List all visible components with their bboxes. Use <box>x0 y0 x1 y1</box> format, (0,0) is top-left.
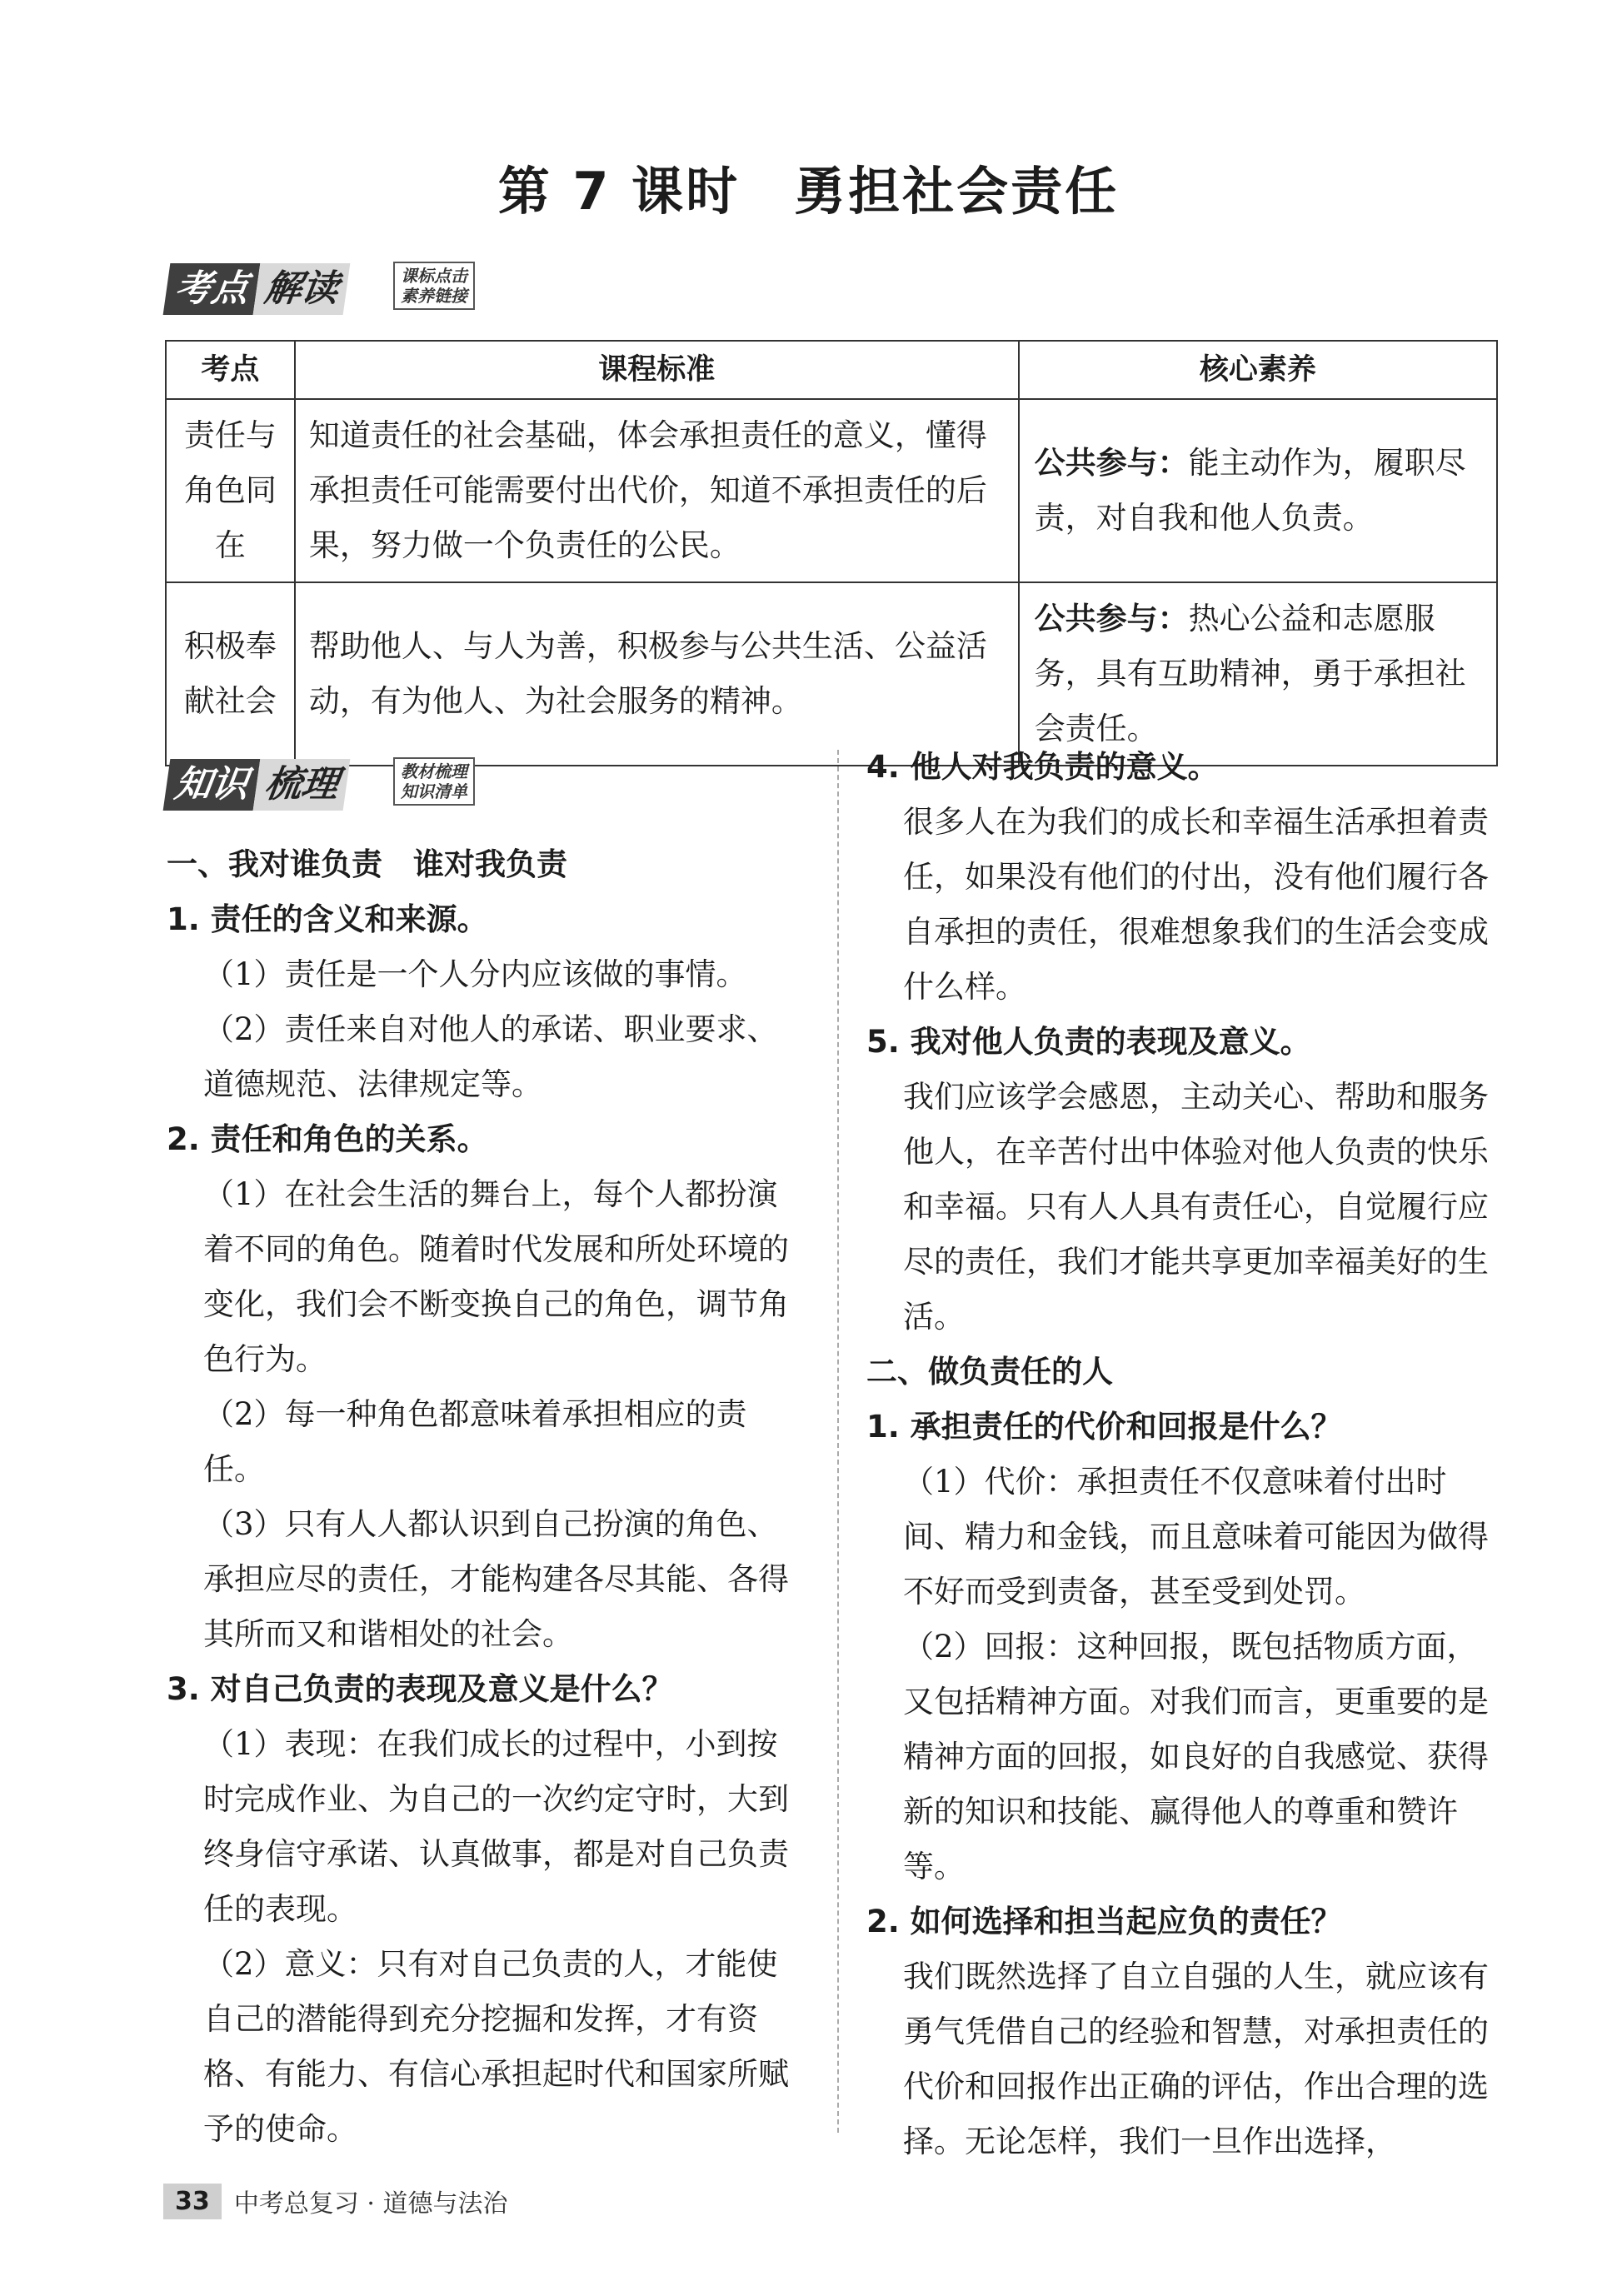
question-heading: 5. 我对他人负责的表现及意义。 <box>866 1024 1311 1060</box>
answer-text: 我们应该学会感恩，主动关心、帮助和服务他人，在辛苦付出中体验对他人负责的快乐和幸福。只有人人具有责任心，自觉履行应尽的责任，我们才能共享更加幸福美好的生活。 <box>903 1079 1489 1335</box>
question-heading: 2. 如何选择和担当起应负的责任？ <box>866 1904 1342 1939</box>
right-column <box>866 740 1500 2169</box>
table-cell-standard: 帮助他人、与人为善，积极参与公共生活、公益活动，有为他人、为社会服务的精神。 <box>295 582 1019 766</box>
page-number: 33 <box>163 2184 222 2219</box>
question-heading: 3. 对自己负责的表现及意义是什么？ <box>167 1671 673 1707</box>
question-heading: 4. 他人对我负责的意义。 <box>866 749 1219 785</box>
table-header: 核心素养 <box>1019 341 1497 399</box>
banner-label-2: 梳理 <box>253 759 351 811</box>
table-cell-standard: 知道责任的社会基础，体会承担责任的意义，懂得承担责任可能需要付出代价，知道不承担责任的后果，努力做一个负责任的公民。 <box>295 399 1019 582</box>
table-cell-kaodian: 责任与 角色同在 <box>166 399 295 582</box>
section-heading: 一、我对谁负责 谁对我负责 <box>167 846 567 882</box>
section-banner-zhishi <box>167 754 533 819</box>
answer-text: （2）意义：只有对自己负责的人，才能使自己的潜能得到充分挖掘和发挥，才有资格、有能力、有信心承担起时代和国家所赋予的使命。 <box>203 1946 789 2147</box>
table-row <box>166 582 1497 766</box>
banner-label-1: 知识 <box>163 759 261 811</box>
banner-subtitle: 课标点击 素养链接 <box>393 262 475 310</box>
answer-text: （1）代价：承担责任不仅意味着付出时间、精力和金钱，而且意味着可能因为做得不好而受到责备，甚至受到处罚。 <box>903 1464 1489 1610</box>
table-header: 考点 <box>166 341 295 399</box>
answer-text: （2）回报：这种回报，既包括物质方面，又包括精神方面。对我们而言，更重要的是精神方面的回报，如良好的自我感觉、获得新的知识和技能、赢得他人的尊重和赞许等。 <box>903 1629 1489 1884</box>
table-cell-kaodian: 积极奉 献社会 <box>166 582 295 766</box>
section-heading: 二、做负责任的人 <box>866 1354 1113 1390</box>
page-footer <box>163 2183 507 2224</box>
banner-label-2: 解读 <box>253 263 351 315</box>
banner-label-1: 考点 <box>163 263 261 315</box>
table-cell-core: 公共参与：热心公益和志愿服务，具有互助精神，勇于承担社会责任。 <box>1019 582 1497 766</box>
answer-text: （3）只有人人都认识到自己扮演的角色、承担应尽的责任，才能构建各尽其能、各得其所而又和谐相处的社会。 <box>203 1506 789 1652</box>
question-heading: 1. 承担责任的代价和回报是什么？ <box>866 1409 1342 1445</box>
table-header: 课程标准 <box>295 341 1019 399</box>
answer-text: （1）责任是一个人分内应该做的事情。 <box>203 956 747 992</box>
answer-text: 我们既然选择了自立自强的人生，就应该有勇气凭借自己的经验和智慧，对承担责任的代价和回报作出正确的评估，作出合理的选择。无论怎样，我们一旦作出选择， <box>903 1959 1489 2159</box>
table-row <box>166 399 1497 582</box>
table-cell-core: 公共参与：能主动作为，履职尽责，对自我和他人负责。 <box>1019 399 1497 582</box>
section-banner-kaodian <box>167 258 533 323</box>
question-heading: 2. 责任和角色的关系。 <box>167 1121 488 1157</box>
question-heading: 1. 责任的含义和来源。 <box>167 901 488 937</box>
banner-subtitle: 教材梳理 知识清单 <box>393 757 475 806</box>
answer-text: （1）在社会生活的舞台上，每个人都扮演着不同的角色。随着时代发展和所处环境的变化，我们会不断变换自己的角色，调节角色行为。 <box>203 1176 789 1377</box>
page-title: 第 7 课时 勇担社会责任 <box>497 161 1120 222</box>
answer-text: （2）每一种角色都意味着承担相应的责任。 <box>203 1396 747 1487</box>
answer-text: 很多人在为我们的成长和幸福生活承担着责任，如果没有他们的付出，没有他们履行各自承担的责任，很难想象我们的生活会变成什么样。 <box>903 804 1489 1005</box>
answer-text: （1）表现：在我们成长的过程中，小到按时完成作业、为自己的一次约定守时，大到终身信守承诺、认真做事，都是对自己负责任的表现。 <box>203 1726 789 1927</box>
curriculum-table <box>165 340 1498 766</box>
footer-text: 中考总复习 · 道德与法治 <box>233 2189 508 2219</box>
answer-text: （2）责任来自对他人的承诺、职业要求、道德规范、法律规定等。 <box>203 1011 778 1102</box>
left-column <box>167 837 808 2157</box>
column-divider <box>837 750 839 2133</box>
